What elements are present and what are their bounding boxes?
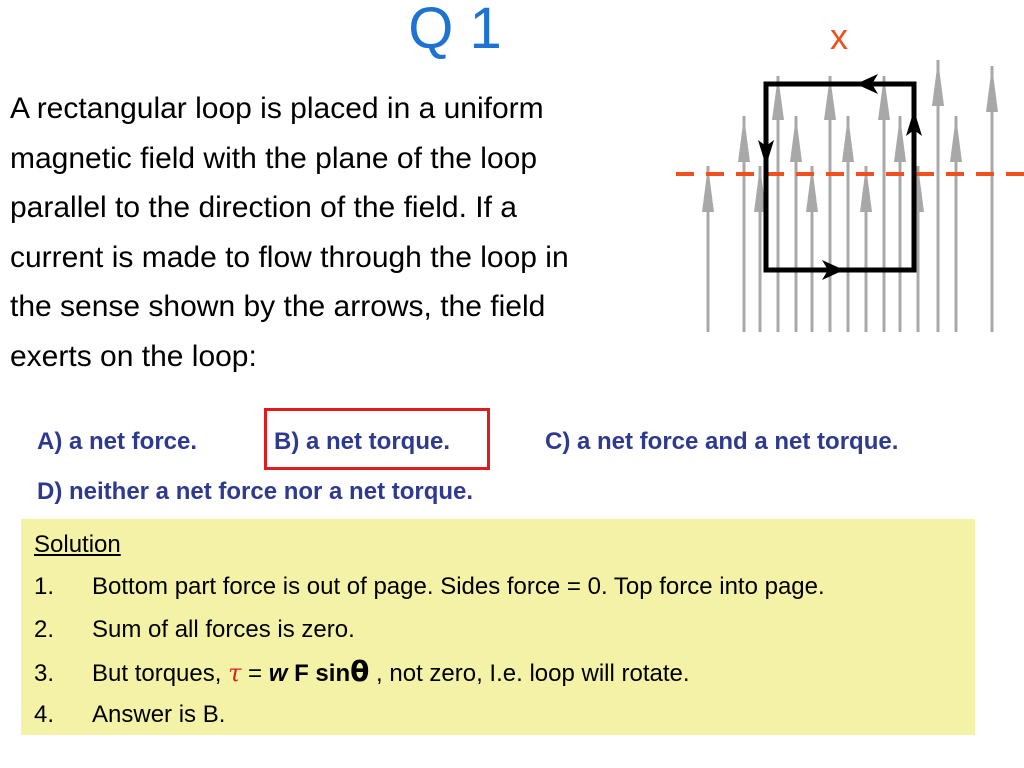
step-number: 1. [34, 573, 55, 600]
step-number: 2. [34, 616, 55, 643]
magnetic-field-lines [702, 60, 998, 332]
correct-answer-highlight [264, 408, 490, 470]
formula-sin: sin [315, 660, 351, 687]
question-line: exerts on the loop: [10, 339, 257, 373]
question-text [10, 84, 690, 381]
solution-step [34, 573, 825, 601]
solution-step [34, 655, 690, 688]
current-loop [758, 74, 922, 280]
step-text: Sum of all forces is zero. [92, 616, 355, 643]
loop-in-field-diagram [672, 16, 1024, 336]
question-title: Q 1 [408, 0, 502, 61]
solution-heading: Solution [34, 531, 121, 558]
tau-symbol: τ [228, 659, 242, 687]
question-line: A rectangular loop is placed in a uniform [10, 92, 544, 125]
option-d[interactable]: D) neither a net force nor a net torque. [37, 478, 474, 505]
question-line: parallel to the direction of the field. If a [10, 191, 517, 224]
step-number: 3. [34, 660, 55, 687]
solution-box [21, 519, 975, 735]
equals-sign: = [248, 660, 263, 687]
formula-w: w [268, 660, 288, 687]
option-c[interactable]: C) a net force and a net torque. [545, 428, 899, 455]
step-text: Answer is B. [92, 701, 226, 728]
step-text-suffix: , not zero, I.e. loop will rotate. [376, 660, 690, 687]
solution-step [34, 701, 225, 729]
solution-step [34, 616, 355, 644]
question-line: current is made to flow through the loop in [10, 240, 569, 274]
question-line: the sense shown by the arrows, the field [10, 290, 546, 323]
step-text: But torques, [92, 660, 222, 687]
axis-label: x [830, 16, 848, 57]
option-b[interactable]: B) a net torque. [274, 428, 451, 455]
question-line: magnetic field with the plane of the loop [10, 141, 538, 175]
theta-symbol: θ [350, 655, 370, 688]
option-a[interactable]: A) a net force. [37, 428, 198, 455]
step-text: Bottom part force is out of page. Sides force = 0. Top force into page. [92, 573, 825, 600]
step-number: 4. [34, 701, 55, 728]
formula-f: F [294, 660, 309, 687]
